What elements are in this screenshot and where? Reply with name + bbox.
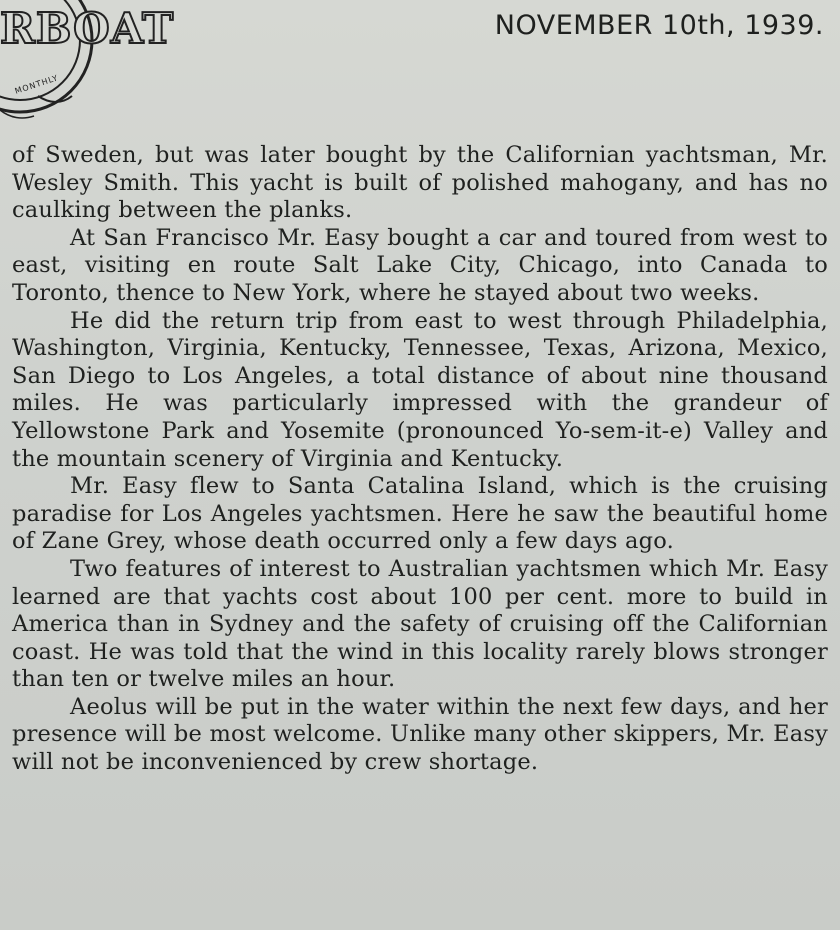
issue-date: NOVEMBER 10th, 1939. [494, 10, 824, 41]
paragraph: Mr. Easy flew to Santa Catalina Island, which is the cruising paradise for Los Angeles yachtsmen. Here he saw the beautiful home of Zane Grey, whose death occurred only a few days ago. [12, 473, 828, 555]
masthead-logo [0, 0, 175, 125]
paragraph: He did the return trip from east to west through Philadelphia, Washington, Virginia, Kentucky, Tennessee, Texas, Arizona, Mexico, San Diego to Los Angeles, a total distance of about nine thousand miles. He was particularly impressed with the grandeur of Yellowstone Park and Yosemite (pronounced Yo-sem-it-e) Valley and the mountain scenery of Virginia and Kentucky. [12, 307, 828, 472]
article-body [12, 142, 828, 777]
paragraph: of Sweden, but was later bought by the Californian yachtsman, Mr. Wesley Smith. This yacht is built of polished mahogany, and has no caulking between the planks. [12, 142, 828, 224]
masthead-subtitle: MONTHLY [13, 73, 60, 96]
paragraph: Aeolus will be put in the water within the next few days, and her presence will be most welcome. Unlike many other skippers, Mr. Easy will not be inconvenienced by crew shortage. [12, 693, 828, 776]
paragraph: Two features of interest to Australian yachtsmen which Mr. Easy learned are that yachts cost about 100 per cent. more to build in America than in Sydney and the safety of cruising off the Californian coast. He was told that the wind in this locality rarely blows stronger than ten or twelve miles an hour. [12, 555, 828, 693]
masthead-title: RBOAT [0, 4, 175, 53]
paragraph: At San Francisco Mr. Easy bought a car and toured from west to east, visiting en route Salt Lake City, Chicago, into Canada to Toronto, thence to New York, where he stayed about two weeks. [12, 224, 828, 306]
